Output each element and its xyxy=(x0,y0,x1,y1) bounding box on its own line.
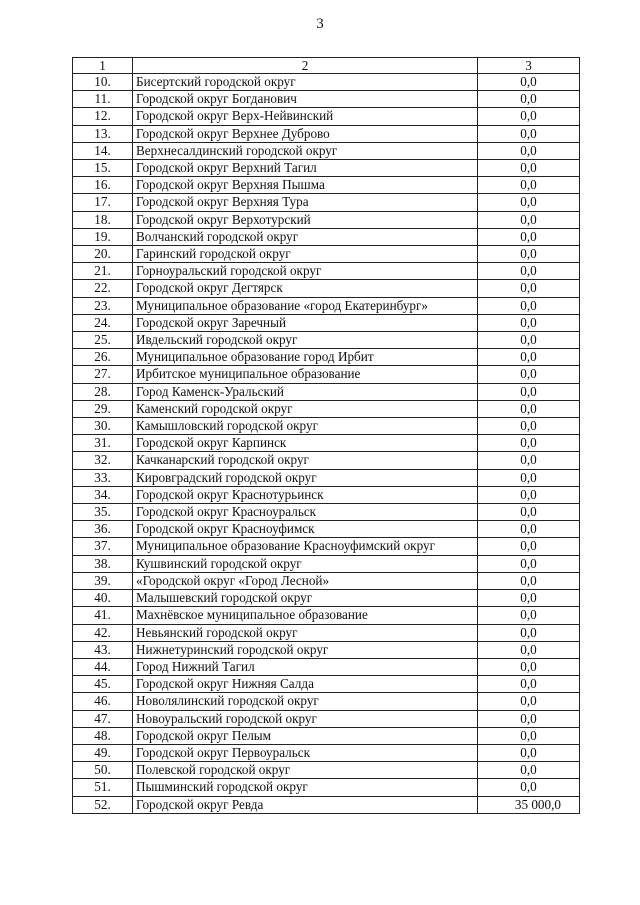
row-number: 19. xyxy=(73,228,133,245)
column-header-value: 3 xyxy=(478,58,580,74)
row-number: 20. xyxy=(73,246,133,263)
municipality-name: Нижнетуринский городской округ xyxy=(133,641,478,658)
allocation-value: 0,0 xyxy=(478,211,580,228)
municipality-name: Гаринский городской округ xyxy=(133,246,478,263)
row-number: 46. xyxy=(73,693,133,710)
row-number: 29. xyxy=(73,400,133,417)
table-row xyxy=(73,452,580,469)
table-row xyxy=(73,486,580,503)
row-number: 42. xyxy=(73,624,133,641)
row-number: 36. xyxy=(73,521,133,538)
table-row xyxy=(73,624,580,641)
allocation-value: 0,0 xyxy=(478,332,580,349)
row-number: 37. xyxy=(73,538,133,555)
table-row xyxy=(73,710,580,727)
table-row xyxy=(73,211,580,228)
row-number: 22. xyxy=(73,280,133,297)
row-number: 50. xyxy=(73,762,133,779)
page-number: 3 xyxy=(316,16,324,32)
table-row xyxy=(73,555,580,572)
municipality-name: Городской округ Верхняя Тура xyxy=(133,194,478,211)
municipality-name: Камышловский городской округ xyxy=(133,418,478,435)
table-body xyxy=(73,74,580,814)
row-number: 34. xyxy=(73,486,133,503)
row-number: 30. xyxy=(73,418,133,435)
table-row xyxy=(73,263,580,280)
table-row xyxy=(73,349,580,366)
allocation-value: 0,0 xyxy=(478,521,580,538)
row-number: 12. xyxy=(73,108,133,125)
allocation-value: 0,0 xyxy=(478,228,580,245)
allocation-value: 0,0 xyxy=(478,452,580,469)
table-row xyxy=(73,590,580,607)
row-number: 11. xyxy=(73,91,133,108)
row-number: 35. xyxy=(73,504,133,521)
table-row xyxy=(73,762,580,779)
municipality-name: Городской округ Заречный xyxy=(133,314,478,331)
municipality-name: Кировградский городской округ xyxy=(133,469,478,486)
allocation-value: 0,0 xyxy=(478,676,580,693)
table-row xyxy=(73,177,580,194)
allocation-value: 0,0 xyxy=(478,383,580,400)
row-number: 25. xyxy=(73,332,133,349)
table-row xyxy=(73,91,580,108)
table-row xyxy=(73,142,580,159)
allocation-value: 0,0 xyxy=(478,91,580,108)
table-row xyxy=(73,246,580,263)
allocation-value: 0,0 xyxy=(478,349,580,366)
allocation-value: 0,0 xyxy=(478,658,580,675)
municipality-name: Городской округ Дегтярск xyxy=(133,280,478,297)
municipality-name: Верхнесалдинский городской округ xyxy=(133,142,478,159)
table-row xyxy=(73,521,580,538)
allocation-value: 0,0 xyxy=(478,125,580,142)
allocation-value: 0,0 xyxy=(478,194,580,211)
allocation-value: 0,0 xyxy=(478,366,580,383)
row-number: 13. xyxy=(73,125,133,142)
table-row xyxy=(73,108,580,125)
municipality-name: Кушвинский городской округ xyxy=(133,555,478,572)
allocation-value: 0,0 xyxy=(478,160,580,177)
row-number: 18. xyxy=(73,211,133,228)
municipality-name: Городской округ Карпинск xyxy=(133,435,478,452)
table-row xyxy=(73,469,580,486)
municipality-name: Горноуральский городской округ xyxy=(133,263,478,280)
table-row xyxy=(73,572,580,589)
allocation-value: 0,0 xyxy=(478,538,580,555)
row-number: 52. xyxy=(73,796,133,813)
allocation-value: 0,0 xyxy=(478,418,580,435)
row-number: 27. xyxy=(73,366,133,383)
column-header-name: 2 xyxy=(133,58,478,74)
row-number: 26. xyxy=(73,349,133,366)
municipality-name: Малышевский городской округ xyxy=(133,590,478,607)
table-row xyxy=(73,607,580,624)
row-number: 14. xyxy=(73,142,133,159)
table-row xyxy=(73,74,580,91)
allocation-value: 0,0 xyxy=(478,435,580,452)
table-row xyxy=(73,228,580,245)
municipality-name: Городской округ Красноуральск xyxy=(133,504,478,521)
table-row xyxy=(73,504,580,521)
municipality-name: Волчанский городской округ xyxy=(133,228,478,245)
municipality-name: «Городской округ «Город Лесной» xyxy=(133,572,478,589)
municipality-name: Каменский городской округ xyxy=(133,400,478,417)
municipality-name: Городской округ Верхний Тагил xyxy=(133,160,478,177)
municipality-name: Городской округ Пелым xyxy=(133,727,478,744)
municipality-name: Пышминский городской округ xyxy=(133,779,478,796)
row-number: 39. xyxy=(73,572,133,589)
municipality-name: Невьянский городской округ xyxy=(133,624,478,641)
row-number: 32. xyxy=(73,452,133,469)
row-number: 33. xyxy=(73,469,133,486)
allocation-value: 0,0 xyxy=(478,108,580,125)
allocation-value: 0,0 xyxy=(478,263,580,280)
allocation-value: 0,0 xyxy=(478,280,580,297)
municipality-name: Полевской городской округ xyxy=(133,762,478,779)
row-number: 28. xyxy=(73,383,133,400)
table-row xyxy=(73,641,580,658)
table-row xyxy=(73,435,580,452)
municipality-name: Городской округ Верхняя Пышма xyxy=(133,177,478,194)
table-row xyxy=(73,314,580,331)
table-header-row xyxy=(73,58,580,74)
allocation-value: 0,0 xyxy=(478,486,580,503)
municipality-name: Ирбитское муниципальное образование xyxy=(133,366,478,383)
table-row xyxy=(73,779,580,796)
municipality-name: Бисертский городской округ xyxy=(133,74,478,91)
allocation-table xyxy=(72,57,580,814)
row-number: 40. xyxy=(73,590,133,607)
allocation-value: 0,0 xyxy=(478,779,580,796)
allocation-value: 0,0 xyxy=(478,297,580,314)
row-number: 17. xyxy=(73,194,133,211)
municipality-name: Город Нижний Тагил xyxy=(133,658,478,675)
municipality-name: Муниципальное образование Красноуфимский округ xyxy=(133,538,478,555)
table-row xyxy=(73,125,580,142)
row-number: 23. xyxy=(73,297,133,314)
allocation-value: 0,0 xyxy=(478,590,580,607)
table-row xyxy=(73,538,580,555)
table-row xyxy=(73,418,580,435)
row-number: 44. xyxy=(73,658,133,675)
row-number: 45. xyxy=(73,676,133,693)
municipality-name: Муниципальное образование «город Екатеринбург» xyxy=(133,297,478,314)
table-row xyxy=(73,676,580,693)
row-number: 47. xyxy=(73,710,133,727)
municipality-name: Городской округ Верхотурский xyxy=(133,211,478,228)
allocation-value: 0,0 xyxy=(478,744,580,761)
allocation-value: 0,0 xyxy=(478,74,580,91)
row-number: 48. xyxy=(73,727,133,744)
municipality-name: Муниципальное образование город Ирбит xyxy=(133,349,478,366)
row-number: 10. xyxy=(73,74,133,91)
table-row xyxy=(73,693,580,710)
table-row xyxy=(73,194,580,211)
column-header-number: 1 xyxy=(73,58,133,74)
municipality-name: Новоуральский городской округ xyxy=(133,710,478,727)
allocation-value: 0,0 xyxy=(478,504,580,521)
municipality-name: Городской округ Красноуфимск xyxy=(133,521,478,538)
table-row xyxy=(73,796,580,813)
municipality-name: Город Каменск-Уральский xyxy=(133,383,478,400)
table-row xyxy=(73,160,580,177)
table-row xyxy=(73,332,580,349)
table-row xyxy=(73,383,580,400)
allocation-value: 0,0 xyxy=(478,572,580,589)
table-row xyxy=(73,658,580,675)
municipality-name: Городской округ Ревда xyxy=(133,796,478,813)
table-row xyxy=(73,297,580,314)
municipality-name: Городской округ Верхнее Дуброво xyxy=(133,125,478,142)
municipality-name: Городской округ Краснотурьинск xyxy=(133,486,478,503)
allocation-value: 0,0 xyxy=(478,246,580,263)
allocation-value: 0,0 xyxy=(478,177,580,194)
row-number: 51. xyxy=(73,779,133,796)
allocation-value: 0,0 xyxy=(478,727,580,744)
allocation-value: 35 000,0 xyxy=(478,796,580,813)
municipality-name: Новолялинский городской округ xyxy=(133,693,478,710)
allocation-value: 0,0 xyxy=(478,555,580,572)
municipality-name: Качканарский городской округ xyxy=(133,452,478,469)
allocation-value: 0,0 xyxy=(478,314,580,331)
municipality-name: Ивдельский городской округ xyxy=(133,332,478,349)
municipality-name: Городской округ Богданович xyxy=(133,91,478,108)
row-number: 49. xyxy=(73,744,133,761)
allocation-value: 0,0 xyxy=(478,624,580,641)
municipality-name: Городской округ Нижняя Салда xyxy=(133,676,478,693)
row-number: 41. xyxy=(73,607,133,624)
row-number: 21. xyxy=(73,263,133,280)
allocation-value: 0,0 xyxy=(478,693,580,710)
allocation-value: 0,0 xyxy=(478,400,580,417)
row-number: 38. xyxy=(73,555,133,572)
table-row xyxy=(73,400,580,417)
row-number: 24. xyxy=(73,314,133,331)
municipality-name: Махнёвское муниципальное образование xyxy=(133,607,478,624)
row-number: 15. xyxy=(73,160,133,177)
allocation-value: 0,0 xyxy=(478,469,580,486)
allocation-value: 0,0 xyxy=(478,607,580,624)
table-row xyxy=(73,280,580,297)
row-number: 31. xyxy=(73,435,133,452)
municipality-name: Городской округ Первоуральск xyxy=(133,744,478,761)
allocation-value: 0,0 xyxy=(478,762,580,779)
allocation-value: 0,0 xyxy=(478,142,580,159)
table-row xyxy=(73,744,580,761)
allocation-value: 0,0 xyxy=(478,641,580,658)
allocation-value: 0,0 xyxy=(478,710,580,727)
row-number: 43. xyxy=(73,641,133,658)
row-number: 16. xyxy=(73,177,133,194)
table-row xyxy=(73,366,580,383)
municipality-name: Городской округ Верх-Нейвинский xyxy=(133,108,478,125)
table-row xyxy=(73,727,580,744)
